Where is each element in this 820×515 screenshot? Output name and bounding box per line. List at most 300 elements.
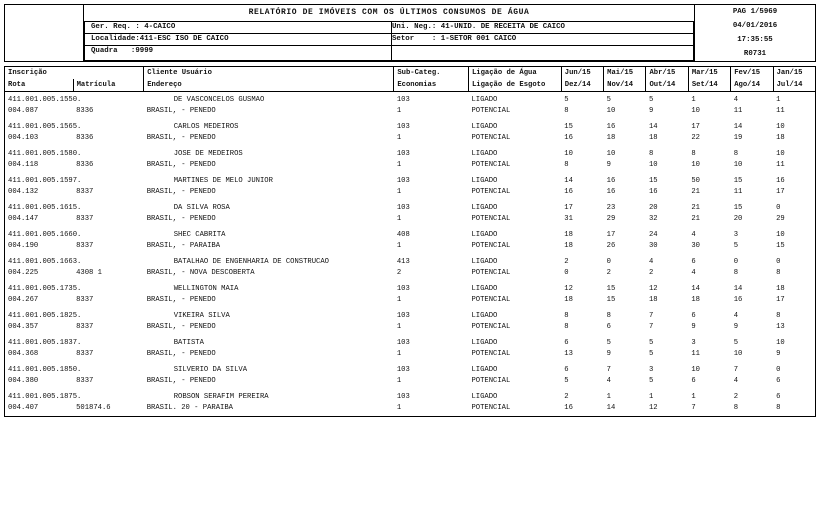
report-time: 17:35:55 xyxy=(737,36,773,44)
cell-consumo-top-1: 8 xyxy=(606,312,611,320)
cell-consumo-bottom-1: 9 xyxy=(606,349,611,358)
cell-inscricao: 411.001.005.1875. xyxy=(8,393,82,401)
cell-rota: 004.380 xyxy=(8,376,39,385)
cell-consumo-top-5: 8 xyxy=(776,312,781,320)
report-date: 04/01/2016 xyxy=(732,22,778,30)
table-row-secondary[interactable] xyxy=(5,295,816,309)
quadra-value: 9999 xyxy=(135,47,154,55)
header-main-cell xyxy=(84,5,695,62)
cell-rota: 004.118 xyxy=(8,160,39,169)
cell-ligacao-esgoto: POTENCIAL xyxy=(471,268,511,277)
cell-consumo-bottom-5: 8 xyxy=(776,268,781,277)
col-out14: Out/14 xyxy=(646,79,688,92)
cell-consumo-top-0: 5 xyxy=(564,96,569,104)
cell-consumo-bottom-0: 16 xyxy=(564,133,573,142)
cell-rota: 004.147 xyxy=(8,214,39,223)
table-row-secondary[interactable] xyxy=(5,187,816,201)
cell-rota: 004.368 xyxy=(8,349,39,358)
table-row[interactable] xyxy=(5,362,816,376)
cell-sub-categ: 103 xyxy=(396,96,410,104)
cell-inscricao: 411.001.005.1597. xyxy=(8,177,82,185)
cell-consumo-top-5: 0 xyxy=(776,204,781,212)
cell-endereco: BRASIL, - PENEDO xyxy=(146,376,216,385)
cell-ligacao-esgoto: POTENCIAL xyxy=(471,403,511,412)
cell-consumo-bottom-0: 13 xyxy=(564,349,573,358)
cell-consumo-top-3: 21 xyxy=(691,204,700,212)
cell-consumo-bottom-5: 18 xyxy=(776,133,785,142)
cell-ligacao-agua: LIGADO xyxy=(471,231,498,239)
pag-value: 1/5969 xyxy=(750,8,778,16)
cell-consumo-top-5: 0 xyxy=(776,366,781,374)
cell-consumo-bottom-1: 14 xyxy=(606,403,616,412)
cell-matricula: 8337 xyxy=(76,349,94,358)
cell-consumo-top-0: 6 xyxy=(564,366,569,374)
cell-consumo-bottom-4: 8 xyxy=(733,403,739,412)
table-row[interactable] xyxy=(5,227,816,241)
cell-consumo-bottom-1: 26 xyxy=(606,241,616,250)
cell-consumo-bottom-3: 10 xyxy=(691,106,700,115)
cell-consumo-bottom-3: 11 xyxy=(691,349,700,358)
cell-consumo-top-3: 6 xyxy=(691,312,696,320)
cell-ligacao-esgoto: POTENCIAL xyxy=(471,322,511,331)
cell-consumo-top-0: 10 xyxy=(564,150,573,158)
cell-consumo-bottom-0: 18 xyxy=(564,241,573,250)
cell-consumo-top-2: 1 xyxy=(648,393,654,401)
cell-cliente-usuario: WELLINGTON MAIA xyxy=(173,285,239,293)
cell-endereco: BRASIL, - PENEDO xyxy=(146,214,216,223)
cell-consumo-top-4: 14 xyxy=(733,285,743,293)
cell-consumo-top-2: 5 xyxy=(648,339,654,347)
setor-line xyxy=(392,34,693,45)
cell-consumo-top-3: 6 xyxy=(691,258,696,266)
cell-consumo-bottom-5: 13 xyxy=(776,322,785,331)
cell-consumo-top-0: 17 xyxy=(564,204,573,212)
cell-rota: 004.267 xyxy=(8,295,39,304)
cell-sub-categ: 103 xyxy=(396,123,410,131)
cell-endereco: BRASIL, - PENEDO xyxy=(146,349,216,358)
cell-inscricao: 411.001.005.1660. xyxy=(8,231,82,239)
cell-consumo-bottom-2: 5 xyxy=(648,376,654,385)
cell-rota: 004.407 xyxy=(8,403,39,412)
cell-consumo-top-3: 4 xyxy=(691,231,696,239)
cell-consumo-bottom-2: 7 xyxy=(648,322,654,331)
cell-sub-categ: 103 xyxy=(396,366,410,374)
cell-matricula: 8336 xyxy=(76,133,94,142)
cell-consumo-bottom-1: 6 xyxy=(606,322,611,331)
cell-economias: 2 xyxy=(396,268,402,277)
cell-consumo-bottom-1: 2 xyxy=(606,268,611,277)
cell-ligacao-agua: LIGADO xyxy=(471,258,498,266)
cell-consumo-top-0: 2 xyxy=(564,258,569,266)
cell-inscricao: 411.001.005.1580. xyxy=(8,150,82,158)
cell-endereco: BRASIL, - NOVA DESCOBERTA xyxy=(146,268,255,277)
cell-consumo-top-3: 10 xyxy=(691,366,700,374)
cell-consumo-bottom-3: 6 xyxy=(691,376,696,385)
cell-consumo-top-1: 5 xyxy=(606,96,611,104)
cell-rota: 004.103 xyxy=(8,133,39,142)
table-row[interactable] xyxy=(5,200,816,214)
uni-neg-value: 41-UNID. DE RECEITA DE CAICO xyxy=(440,23,565,31)
cell-consumo-bottom-1: 29 xyxy=(606,214,616,223)
cell-consumo-bottom-1: 18 xyxy=(606,133,616,142)
cell-consumo-top-5: 18 xyxy=(776,285,785,293)
cell-consumo-top-4: 15 xyxy=(733,204,743,212)
cell-consumo-bottom-4: 8 xyxy=(733,268,739,277)
cell-sub-categ: 103 xyxy=(396,312,410,320)
cell-matricula: 8337 xyxy=(76,187,94,196)
cell-matricula: 8337 xyxy=(76,241,94,250)
cell-consumo-bottom-5: 17 xyxy=(776,295,785,304)
cell-economias: 1 xyxy=(396,295,402,304)
cell-consumo-bottom-3: 21 xyxy=(691,214,700,223)
column-header-row-1 xyxy=(5,67,816,80)
cell-consumo-bottom-1: 10 xyxy=(606,106,616,115)
col-jun15: Jun/15 xyxy=(561,67,603,80)
cell-endereco: BRASIL, - PENEDO xyxy=(146,133,216,142)
cell-endereco: BRASIL, - PENEDO xyxy=(146,295,216,304)
col-fev15: Fev/15 xyxy=(731,67,773,80)
table-row-secondary[interactable] xyxy=(5,160,816,174)
cell-ligacao-agua: LIGADO xyxy=(471,366,498,374)
cell-consumo-top-4: 5 xyxy=(733,339,739,347)
col-cliente-usuario: Cliente Usuário xyxy=(144,67,394,80)
cell-consumo-bottom-5: 11 xyxy=(776,106,785,115)
col-rota: Rota xyxy=(5,79,74,92)
cell-matricula: 8337 xyxy=(76,295,94,304)
cell-sub-categ: 103 xyxy=(396,150,410,158)
cell-ligacao-agua: LIGADO xyxy=(471,123,498,131)
cell-ligacao-agua: LIGADO xyxy=(471,285,498,293)
cell-consumo-bottom-5: 9 xyxy=(776,349,781,358)
table-row-secondary[interactable] xyxy=(5,349,816,363)
col-mar15: Mar/15 xyxy=(688,67,730,80)
cell-consumo-bottom-0: 31 xyxy=(564,214,573,223)
cell-consumo-top-5: 16 xyxy=(776,177,785,185)
col-ligacao-agua: Ligação de Água xyxy=(468,67,561,80)
cell-economias: 1 xyxy=(396,187,402,196)
cell-consumo-top-1: 17 xyxy=(606,231,616,239)
cell-cliente-usuario: BATALHAO DE ENGENHARIA DE CONSTRUCAO xyxy=(173,258,329,266)
cell-ligacao-esgoto: POTENCIAL xyxy=(471,349,511,358)
cell-ligacao-agua: LIGADO xyxy=(471,312,498,320)
cell-ligacao-esgoto: POTENCIAL xyxy=(471,133,511,142)
cell-consumo-top-1: 15 xyxy=(606,285,616,293)
cell-consumo-top-2: 24 xyxy=(648,231,658,239)
header-logo-cell xyxy=(5,5,84,62)
cell-consumo-bottom-3: 30 xyxy=(691,241,700,250)
table-row[interactable] xyxy=(5,308,816,322)
cell-consumo-bottom-2: 16 xyxy=(648,187,658,196)
cell-inscricao: 411.001.005.1735. xyxy=(8,285,82,293)
cell-consumo-bottom-2: 5 xyxy=(648,349,654,358)
cell-consumo-top-0: 15 xyxy=(564,123,573,131)
table-column-headers xyxy=(4,66,816,92)
col-nov14: Nov/14 xyxy=(604,79,646,92)
table-row[interactable] xyxy=(5,389,816,403)
cell-endereco: BRASIL. 20 - PARAIBA xyxy=(146,403,233,412)
ger-req-label: Ger. Req. : xyxy=(91,23,140,31)
cell-consumo-top-2: 14 xyxy=(648,123,658,131)
cell-consumo-bottom-2: 30 xyxy=(648,241,658,250)
cell-consumo-top-1: 16 xyxy=(606,177,616,185)
cell-consumo-bottom-2: 12 xyxy=(648,403,658,412)
cell-consumo-top-2: 12 xyxy=(648,285,658,293)
cell-consumo-bottom-5: 6 xyxy=(776,376,781,385)
cell-consumo-bottom-3: 18 xyxy=(691,295,700,304)
cell-ligacao-agua: LIGADO xyxy=(471,204,498,212)
cell-sub-categ: 413 xyxy=(396,258,410,266)
cell-consumo-top-4: 7 xyxy=(733,366,739,374)
cell-consumo-top-5: 6 xyxy=(776,393,781,401)
table-row-secondary[interactable] xyxy=(5,268,816,282)
localidade-label: Localidade: xyxy=(91,35,140,43)
cell-consumo-bottom-3: 9 xyxy=(691,322,696,331)
table-row[interactable] xyxy=(5,119,816,133)
cell-consumo-top-0: 12 xyxy=(564,285,573,293)
cell-consumo-bottom-1: 16 xyxy=(606,187,616,196)
cell-matricula: 4308 1 xyxy=(76,268,102,277)
cell-economias: 1 xyxy=(396,214,402,223)
cell-consumo-top-5: 10 xyxy=(776,123,785,131)
cell-consumo-bottom-1: 9 xyxy=(606,160,611,169)
cell-cliente-usuario: VIKEIRA SILVA xyxy=(173,312,230,320)
header-meta-cell xyxy=(695,5,816,62)
cell-consumo-top-2: 5 xyxy=(648,96,654,104)
cell-endereco: BRASIL, - PENEDO xyxy=(146,106,216,115)
cell-ligacao-esgoto: POTENCIAL xyxy=(471,295,511,304)
table-row[interactable] xyxy=(5,254,816,268)
cell-consumo-top-0: 2 xyxy=(564,393,569,401)
cell-rota: 004.190 xyxy=(8,241,39,250)
cell-cliente-usuario: DA SILVA ROSA xyxy=(173,204,230,212)
cell-rota: 004.225 xyxy=(8,268,39,277)
cell-consumo-bottom-0: 8 xyxy=(564,322,569,331)
cell-consumo-top-1: 0 xyxy=(606,258,611,266)
cell-economias: 1 xyxy=(396,322,402,331)
cell-consumo-top-1: 23 xyxy=(606,204,616,212)
cell-inscricao: 411.001.005.1850. xyxy=(8,366,82,374)
cell-sub-categ: 103 xyxy=(396,393,410,401)
report-code: R0731 xyxy=(743,50,767,58)
cell-economias: 1 xyxy=(396,106,402,115)
cell-inscricao: 411.001.005.1837. xyxy=(8,339,82,347)
cell-endereco: BRASIL, - PENEDO xyxy=(146,187,216,196)
cell-consumo-bottom-2: 10 xyxy=(648,160,658,169)
cell-consumo-top-1: 1 xyxy=(606,393,611,401)
cell-inscricao: 411.001.005.1663. xyxy=(8,258,82,266)
cell-consumo-bottom-4: 10 xyxy=(733,349,743,358)
cell-consumo-bottom-0: 16 xyxy=(564,403,573,412)
cell-cliente-usuario: CARLOS MEDEIROS xyxy=(173,123,239,131)
localidade-line xyxy=(91,34,391,45)
cell-inscricao: 411.001.005.1615. xyxy=(8,204,82,212)
cell-economias: 1 xyxy=(396,349,402,358)
report-table-body xyxy=(4,92,816,417)
cell-sub-categ: 103 xyxy=(396,177,410,185)
col-ago14: Ago/14 xyxy=(731,79,773,92)
col-endereco: Endereço xyxy=(144,79,394,92)
table-row[interactable] xyxy=(5,92,816,106)
cell-consumo-top-5: 10 xyxy=(776,339,785,347)
cell-ligacao-esgoto: POTENCIAL xyxy=(471,187,511,196)
setor-value: 1-SETOR 001 CAICO xyxy=(440,35,517,43)
cell-consumo-bottom-1: 15 xyxy=(606,295,616,304)
uni-neg-label: Uni. Neg.: xyxy=(392,23,437,31)
cell-matricula: 8337 xyxy=(76,214,94,223)
table-row-secondary[interactable] xyxy=(5,241,816,255)
col-ligacao-esgoto: Ligação de Esgoto xyxy=(468,79,561,92)
cell-consumo-bottom-4: 10 xyxy=(733,160,743,169)
col-abr15: Abr/15 xyxy=(646,67,688,80)
cell-consumo-bottom-0: 5 xyxy=(564,376,569,385)
cell-consumo-bottom-0: 8 xyxy=(564,106,569,115)
cell-economias: 1 xyxy=(396,376,402,385)
cell-consumo-bottom-0: 16 xyxy=(564,187,573,196)
cell-matricula: 501874.6 xyxy=(76,403,111,412)
cell-consumo-top-2: 8 xyxy=(648,150,654,158)
cell-ligacao-agua: LIGADO xyxy=(471,150,498,158)
table-row[interactable] xyxy=(5,173,816,187)
table-row[interactable] xyxy=(5,335,816,349)
cell-consumo-bottom-0: 0 xyxy=(564,268,569,277)
cell-consumo-top-3: 1 xyxy=(691,393,696,401)
table-row-secondary[interactable] xyxy=(5,322,816,336)
cell-consumo-top-4: 15 xyxy=(733,177,743,185)
cell-consumo-top-4: 14 xyxy=(733,123,743,131)
cell-consumo-bottom-2: 32 xyxy=(648,214,658,223)
cell-economias: 1 xyxy=(396,241,402,250)
col-matricula: Matrícula xyxy=(73,79,144,92)
cell-endereco: BRASIL, - PENEDO xyxy=(146,160,216,169)
cell-consumo-bottom-0: 8 xyxy=(564,160,569,169)
cell-economias: 1 xyxy=(396,160,402,169)
cell-consumo-bottom-2: 2 xyxy=(648,268,654,277)
cell-sub-categ: 408 xyxy=(396,231,410,239)
cell-cliente-usuario: ROBSON SERAFIM PEREIRA xyxy=(173,393,269,401)
cell-consumo-bottom-4: 19 xyxy=(733,133,743,142)
cell-sub-categ: 103 xyxy=(396,285,410,293)
cell-matricula: 8336 xyxy=(76,106,94,115)
cell-cliente-usuario: DE VASCONCELOS GUSMAO xyxy=(173,96,265,104)
cell-consumo-top-3: 17 xyxy=(691,123,700,131)
table-row-secondary[interactable] xyxy=(5,214,816,228)
cell-consumo-top-4: 0 xyxy=(733,258,739,266)
cell-cliente-usuario: MARTINES DE MELO JUNIOR xyxy=(173,177,273,185)
cell-ligacao-agua: LIGADO xyxy=(471,339,498,347)
cell-consumo-bottom-0: 18 xyxy=(564,295,573,304)
col-inscricao: Inscrição xyxy=(5,67,144,80)
cell-endereco: BRASIL, - PARAIBA xyxy=(146,241,221,250)
pag-label: PAG xyxy=(732,8,747,16)
cell-consumo-bottom-4: 20 xyxy=(733,214,743,223)
setor-label: Setor : xyxy=(392,35,437,43)
cell-consumo-bottom-4: 16 xyxy=(733,295,743,304)
cell-matricula: 8336 xyxy=(76,160,94,169)
report-header xyxy=(4,4,816,62)
cell-consumo-top-5: 0 xyxy=(776,258,781,266)
cell-consumo-bottom-4: 4 xyxy=(733,376,739,385)
ger-req-value: 4-CAICO xyxy=(144,23,176,31)
cell-consumo-top-5: 10 xyxy=(776,150,785,158)
cell-consumo-bottom-3: 4 xyxy=(691,268,696,277)
cell-consumo-top-4: 4 xyxy=(733,96,739,104)
cell-consumo-bottom-5: 15 xyxy=(776,241,785,250)
cell-consumo-bottom-4: 11 xyxy=(733,187,743,196)
cell-ligacao-agua: LIGADO xyxy=(471,96,498,104)
cell-matricula: 8337 xyxy=(76,376,94,385)
cell-consumo-bottom-2: 18 xyxy=(648,133,658,142)
cell-consumo-top-1: 5 xyxy=(606,339,611,347)
cell-consumo-top-2: 20 xyxy=(648,204,658,212)
cell-cliente-usuario: SHEC CABRITA xyxy=(173,231,226,239)
cell-inscricao: 411.001.005.1565. xyxy=(8,123,82,131)
cell-consumo-bottom-5: 17 xyxy=(776,187,785,196)
col-set14: Set/14 xyxy=(688,79,730,92)
cell-consumo-bottom-5: 8 xyxy=(776,403,781,412)
cell-consumo-top-3: 1 xyxy=(691,96,696,104)
cell-consumo-top-1: 10 xyxy=(606,150,616,158)
cell-ligacao-agua: LIGADO xyxy=(471,177,498,185)
table-row-secondary[interactable] xyxy=(5,403,816,417)
cell-sub-categ: 103 xyxy=(396,204,410,212)
cell-inscricao: 411.001.005.1825. xyxy=(8,312,82,320)
col-sub-categ: Sub-Categ. xyxy=(394,67,469,80)
cell-consumo-top-3: 8 xyxy=(691,150,696,158)
cell-ligacao-esgoto: POTENCIAL xyxy=(471,376,511,385)
quadra-label: Quadra : xyxy=(91,47,136,55)
cell-consumo-top-3: 3 xyxy=(691,339,696,347)
cell-consumo-top-0: 18 xyxy=(564,231,573,239)
cell-consumo-top-5: 10 xyxy=(776,231,785,239)
cell-economias: 1 xyxy=(396,133,402,142)
table-row-secondary[interactable] xyxy=(5,106,816,120)
cell-consumo-top-1: 7 xyxy=(606,366,611,374)
cell-consumo-top-2: 4 xyxy=(648,258,654,266)
table-row[interactable] xyxy=(5,281,816,295)
table-row-secondary[interactable] xyxy=(5,133,816,147)
cell-consumo-top-0: 6 xyxy=(564,339,569,347)
quadra-line xyxy=(91,46,391,57)
cell-consumo-top-4: 8 xyxy=(733,150,739,158)
cell-consumo-bottom-2: 9 xyxy=(648,106,654,115)
cell-consumo-top-0: 14 xyxy=(564,177,573,185)
cell-consumo-bottom-1: 4 xyxy=(606,376,611,385)
cell-consumo-bottom-3: 7 xyxy=(691,403,696,412)
col-jan15: Jan/15 xyxy=(776,69,803,77)
cell-consumo-bottom-5: 11 xyxy=(776,160,785,169)
cell-cliente-usuario: JOSE DE MEDEIROS xyxy=(173,150,243,158)
table-row-secondary[interactable] xyxy=(5,376,816,390)
cell-consumo-top-2: 15 xyxy=(648,177,658,185)
cell-consumo-top-4: 2 xyxy=(733,393,739,401)
cell-consumo-top-3: 14 xyxy=(691,285,700,293)
cell-endereco: BRASIL, - PENEDO xyxy=(146,322,216,331)
cell-consumo-bottom-3: 10 xyxy=(691,160,700,169)
cell-consumo-top-4: 4 xyxy=(733,312,739,320)
cell-consumo-bottom-4: 5 xyxy=(733,241,739,250)
col-jul14: Jul/14 xyxy=(776,81,803,89)
cell-consumo-top-5: 1 xyxy=(776,96,781,104)
table-row[interactable] xyxy=(5,146,816,160)
cell-rota: 004.132 xyxy=(8,187,39,196)
cell-matricula: 8337 xyxy=(76,322,94,331)
cell-consumo-top-0: 8 xyxy=(564,312,569,320)
page-title: RELATÓRIO DE IMÓVEIS COM OS ÚLTIMOS CONSUMOS DE ÁGUA xyxy=(248,8,530,17)
cell-ligacao-esgoto: POTENCIAL xyxy=(471,160,511,169)
cell-sub-categ: 103 xyxy=(396,339,410,347)
cell-consumo-top-2: 7 xyxy=(648,312,654,320)
page-number-line xyxy=(695,5,815,19)
